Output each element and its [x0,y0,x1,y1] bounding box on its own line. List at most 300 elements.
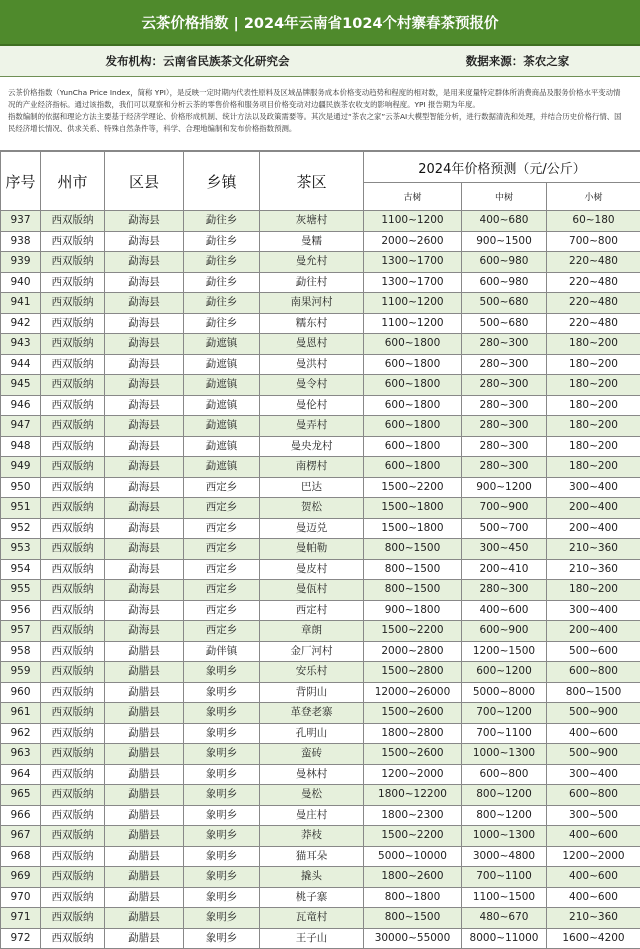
county-cell: 勐腊县 [105,744,184,765]
mid-tree-price-cell: 280~300 [462,334,547,355]
old-tree-price-cell: 600~1800 [364,416,462,437]
header-seq: 序号 [1,152,41,211]
prefecture-cell: 西双版纳 [41,703,105,724]
table-row [1,723,640,744]
county-cell: 勐腊县 [105,908,184,929]
town-cell: 象明乡 [184,805,260,826]
town-cell: 象明乡 [184,908,260,929]
prefecture-cell: 西双版纳 [41,744,105,765]
seq-cell: 964 [1,764,41,785]
source-label: 数据来源：茶农之家 [395,46,640,76]
old-tree-price-cell: 1500~2800 [364,662,462,683]
old-tree-price-cell: 2000~2600 [364,231,462,252]
seq-cell: 948 [1,436,41,457]
seq-cell: 941 [1,293,41,314]
county-cell: 勐海县 [105,395,184,416]
publisher-label: 发布机构：云南省民族茶文化研究会 [0,46,395,76]
small-tree-price-cell: 220~480 [547,293,640,314]
seq-cell: 947 [1,416,41,437]
area-cell: 曼林村 [260,764,364,785]
town-cell: 象明乡 [184,764,260,785]
town-cell: 勐遮镇 [184,334,260,355]
seq-cell: 943 [1,334,41,355]
county-cell: 勐腊县 [105,682,184,703]
seq-cell: 967 [1,826,41,847]
prefecture-cell: 西双版纳 [41,846,105,867]
small-tree-price-cell: 400~600 [547,723,640,744]
header-small-tree: 小树 [547,183,640,211]
prefecture-cell: 西双版纳 [41,293,105,314]
table-row [1,580,640,601]
town-cell: 西定乡 [184,539,260,560]
prefecture-cell: 西双版纳 [41,908,105,929]
prefecture-cell: 西双版纳 [41,723,105,744]
town-cell: 象明乡 [184,846,260,867]
seq-cell: 965 [1,785,41,806]
old-tree-price-cell: 1500~2600 [364,703,462,724]
mid-tree-price-cell: 200~410 [462,559,547,580]
county-cell: 勐腊县 [105,867,184,888]
county-cell: 勐海县 [105,293,184,314]
table-row [1,539,640,560]
town-cell: 勐往乡 [184,211,260,232]
county-cell: 勐腊县 [105,703,184,724]
seq-cell: 953 [1,539,41,560]
area-cell: 曼糯 [260,231,364,252]
seq-cell: 959 [1,662,41,683]
table-row [1,662,640,683]
table-row [1,313,640,334]
old-tree-price-cell: 1800~2600 [364,867,462,888]
town-cell: 西定乡 [184,600,260,621]
seq-cell: 939 [1,252,41,273]
area-cell: 撬头 [260,867,364,888]
mid-tree-price-cell: 600~980 [462,272,547,293]
town-cell: 象明乡 [184,928,260,949]
area-cell: 章朗 [260,621,364,642]
county-cell: 勐腊县 [105,662,184,683]
table-row [1,600,640,621]
prefecture-cell: 西双版纳 [41,518,105,539]
prefecture-cell: 西双版纳 [41,621,105,642]
seq-cell: 951 [1,498,41,519]
mid-tree-price-cell: 900~1200 [462,477,547,498]
mid-tree-price-cell: 700~900 [462,498,547,519]
town-cell: 勐往乡 [184,252,260,273]
area-cell: 西定村 [260,600,364,621]
seq-cell: 955 [1,580,41,601]
town-cell: 勐遮镇 [184,436,260,457]
old-tree-price-cell: 1500~2200 [364,621,462,642]
town-cell: 勐伴镇 [184,641,260,662]
small-tree-price-cell: 200~400 [547,621,640,642]
small-tree-price-cell: 300~500 [547,805,640,826]
small-tree-price-cell: 60~180 [547,211,640,232]
town-cell: 西定乡 [184,477,260,498]
table-row [1,375,640,396]
old-tree-price-cell: 1500~1800 [364,518,462,539]
seq-cell: 957 [1,621,41,642]
table-row [1,928,640,949]
table-row [1,621,640,642]
county-cell: 勐海县 [105,313,184,334]
old-tree-price-cell: 1300~1700 [364,272,462,293]
table-row [1,457,640,478]
seq-cell: 968 [1,846,41,867]
area-cell: 曼佤村 [260,580,364,601]
old-tree-price-cell: 1300~1700 [364,252,462,273]
town-cell: 勐遮镇 [184,416,260,437]
county-cell: 勐腊县 [105,723,184,744]
area-cell: 瓦竜村 [260,908,364,929]
table-row [1,641,640,662]
area-cell: 曼央龙村 [260,436,364,457]
town-cell: 象明乡 [184,887,260,908]
small-tree-price-cell: 200~400 [547,498,640,519]
town-cell: 勐遮镇 [184,395,260,416]
mid-tree-price-cell: 600~1200 [462,662,547,683]
table-row [1,416,640,437]
header-area: 茶区 [260,152,364,211]
town-cell: 勐往乡 [184,313,260,334]
small-tree-price-cell: 1200~2000 [547,846,640,867]
mid-tree-price-cell: 280~300 [462,354,547,375]
area-cell: 曼松 [260,785,364,806]
table-row [1,846,640,867]
header-old-tree: 古树 [364,183,462,211]
prefecture-cell: 西双版纳 [41,457,105,478]
area-cell: 曼伦村 [260,395,364,416]
seq-cell: 963 [1,744,41,765]
old-tree-price-cell: 1100~1200 [364,211,462,232]
mid-tree-price-cell: 1000~1300 [462,826,547,847]
county-cell: 勐海县 [105,559,184,580]
small-tree-price-cell: 210~360 [547,559,640,580]
old-tree-price-cell: 1800~2300 [364,805,462,826]
prefecture-cell: 西双版纳 [41,928,105,949]
table-row [1,887,640,908]
prefecture-cell: 西双版纳 [41,600,105,621]
area-cell: 糯东村 [260,313,364,334]
prefecture-cell: 西双版纳 [41,580,105,601]
table-row [1,272,640,293]
old-tree-price-cell: 30000~55000 [364,928,462,949]
county-cell: 勐海县 [105,436,184,457]
old-tree-price-cell: 1100~1200 [364,313,462,334]
area-cell: 金厂河村 [260,641,364,662]
old-tree-price-cell: 12000~26000 [364,682,462,703]
header-prefecture: 州市 [41,152,105,211]
county-cell: 勐腊县 [105,805,184,826]
mid-tree-price-cell: 600~900 [462,621,547,642]
old-tree-price-cell: 5000~10000 [364,846,462,867]
prefecture-cell: 西双版纳 [41,211,105,232]
table-row [1,354,640,375]
small-tree-price-cell: 500~900 [547,703,640,724]
seq-cell: 958 [1,641,41,662]
area-cell: 贺松 [260,498,364,519]
town-cell: 象明乡 [184,703,260,724]
old-tree-price-cell: 800~1500 [364,539,462,560]
seq-cell: 952 [1,518,41,539]
county-cell: 勐海县 [105,334,184,355]
mid-tree-price-cell: 700~1100 [462,723,547,744]
table-row [1,764,640,785]
old-tree-price-cell: 800~1500 [364,908,462,929]
small-tree-price-cell: 180~200 [547,395,640,416]
table-row [1,682,640,703]
seq-cell: 950 [1,477,41,498]
old-tree-price-cell: 1500~2200 [364,826,462,847]
table-row [1,498,640,519]
prefecture-cell: 西双版纳 [41,416,105,437]
header-town: 乡镇 [184,152,260,211]
area-cell: 安乐村 [260,662,364,683]
seq-cell: 969 [1,867,41,888]
area-cell: 王子山 [260,928,364,949]
old-tree-price-cell: 1500~1800 [364,498,462,519]
town-cell: 勐遮镇 [184,354,260,375]
table-row [1,477,640,498]
intro-paragraph-1: 云茶价格指数（YunCha Price Index，简称 YPI），是反映一定时期内代表性原料及区域品牌服务成本价格变动趋势和程度的相对数，是用来度量特定群体所消费商品及服务价格水平变动情况的产业经济指标。通过该指数，我们可以观察和分析云茶的零售价格和服务项目价格变动对边疆民族茶农收支的影响程度。YPI 报告期为年度。 [8,87,626,111]
town-cell: 象明乡 [184,867,260,888]
seq-cell: 937 [1,211,41,232]
prefecture-cell: 西双版纳 [41,662,105,683]
small-tree-price-cell: 180~200 [547,375,640,396]
mid-tree-price-cell: 600~980 [462,252,547,273]
table-row [1,395,640,416]
intro-paragraph-2: 指数编制的依据和理论方法主要基于经济学理论、价格形成机制、统计方法以及政策需要等。其次是通过“茶农之家”云茶AI大模型智能分析，进行数据清洗和处理，并结合历史价格行情、国民经济增长情况、供求关系、特殊自然条件等，科学、合理地编制和发布价格指数预测。 [8,111,626,135]
town-cell: 象明乡 [184,723,260,744]
mid-tree-price-cell: 280~300 [462,395,547,416]
town-cell: 象明乡 [184,826,260,847]
table-row [1,559,640,580]
small-tree-price-cell: 180~200 [547,436,640,457]
mid-tree-price-cell: 480~670 [462,908,547,929]
old-tree-price-cell: 1500~2200 [364,477,462,498]
small-tree-price-cell: 600~800 [547,785,640,806]
area-cell: 曼弄村 [260,416,364,437]
town-cell: 西定乡 [184,498,260,519]
town-cell: 西定乡 [184,621,260,642]
mid-tree-price-cell: 500~680 [462,293,547,314]
seq-cell: 970 [1,887,41,908]
mid-tree-price-cell: 1200~1500 [462,641,547,662]
area-cell: 灰塘村 [260,211,364,232]
mid-tree-price-cell: 280~300 [462,580,547,601]
area-cell: 巴达 [260,477,364,498]
county-cell: 勐海县 [105,231,184,252]
small-tree-price-cell: 200~400 [547,518,640,539]
county-cell: 勐腊县 [105,785,184,806]
county-cell: 勐海县 [105,621,184,642]
seq-cell: 954 [1,559,41,580]
small-tree-price-cell: 300~400 [547,477,640,498]
small-tree-price-cell: 800~1500 [547,682,640,703]
old-tree-price-cell: 800~1500 [364,559,462,580]
county-cell: 勐腊县 [105,887,184,908]
county-cell: 勐海县 [105,416,184,437]
table-row [1,785,640,806]
town-cell: 象明乡 [184,662,260,683]
county-cell: 勐腊县 [105,764,184,785]
small-tree-price-cell: 1600~4200 [547,928,640,949]
table-row [1,334,640,355]
old-tree-price-cell: 800~1500 [364,580,462,601]
small-tree-price-cell: 210~360 [547,908,640,929]
seq-cell: 962 [1,723,41,744]
old-tree-price-cell: 600~1800 [364,436,462,457]
town-cell: 象明乡 [184,744,260,765]
seq-cell: 971 [1,908,41,929]
county-cell: 勐腊县 [105,846,184,867]
mid-tree-price-cell: 800~1200 [462,785,547,806]
prefecture-cell: 西双版纳 [41,559,105,580]
old-tree-price-cell: 1800~12200 [364,785,462,806]
mid-tree-price-cell: 600~800 [462,764,547,785]
header-forecast: 2024年价格预测（元/公斤） [364,152,640,183]
table-row [1,908,640,929]
mid-tree-price-cell: 500~680 [462,313,547,334]
area-cell: 猫耳朵 [260,846,364,867]
old-tree-price-cell: 600~1800 [364,457,462,478]
prefecture-cell: 西双版纳 [41,354,105,375]
old-tree-price-cell: 2000~2800 [364,641,462,662]
old-tree-price-cell: 900~1800 [364,600,462,621]
seq-cell: 946 [1,395,41,416]
area-cell: 南果河村 [260,293,364,314]
mid-tree-price-cell: 900~1500 [462,231,547,252]
old-tree-price-cell: 600~1800 [364,395,462,416]
seq-cell: 949 [1,457,41,478]
mid-tree-price-cell: 280~300 [462,375,547,396]
prefecture-cell: 西双版纳 [41,887,105,908]
seq-cell: 961 [1,703,41,724]
seq-cell: 956 [1,600,41,621]
prefecture-cell: 西双版纳 [41,252,105,273]
town-cell: 勐往乡 [184,272,260,293]
prefecture-cell: 西双版纳 [41,395,105,416]
county-cell: 勐海县 [105,272,184,293]
table-header [1,152,640,211]
prefecture-cell: 西双版纳 [41,785,105,806]
prefecture-cell: 西双版纳 [41,231,105,252]
mid-tree-price-cell: 3000~4800 [462,846,547,867]
mid-tree-price-cell: 280~300 [462,416,547,437]
small-tree-price-cell: 220~480 [547,313,640,334]
small-tree-price-cell: 700~800 [547,231,640,252]
county-cell: 勐海县 [105,252,184,273]
small-tree-price-cell: 300~400 [547,764,640,785]
seq-cell: 938 [1,231,41,252]
page-title: 云茶价格指数 | 2024年云南省1024个村寨春茶预报价 [0,0,640,46]
prefecture-cell: 西双版纳 [41,826,105,847]
seq-cell: 966 [1,805,41,826]
small-tree-price-cell: 180~200 [547,416,640,437]
mid-tree-price-cell: 280~300 [462,457,547,478]
prefecture-cell: 西双版纳 [41,867,105,888]
county-cell: 勐腊县 [105,641,184,662]
small-tree-price-cell: 400~600 [547,887,640,908]
town-cell: 勐往乡 [184,231,260,252]
prefecture-cell: 西双版纳 [41,477,105,498]
area-cell: 曼洪村 [260,354,364,375]
area-cell: 南楞村 [260,457,364,478]
small-tree-price-cell: 220~480 [547,252,640,273]
town-cell: 西定乡 [184,580,260,601]
area-cell: 背阴山 [260,682,364,703]
area-cell: 曼令村 [260,375,364,396]
small-tree-price-cell: 220~480 [547,272,640,293]
mid-tree-price-cell: 500~700 [462,518,547,539]
seq-cell: 960 [1,682,41,703]
table-row [1,252,640,273]
mid-tree-price-cell: 800~1200 [462,805,547,826]
table-row [1,703,640,724]
table-row [1,518,640,539]
table-row [1,211,640,232]
intro-text [0,77,640,151]
prefecture-cell: 西双版纳 [41,334,105,355]
mid-tree-price-cell: 400~600 [462,600,547,621]
town-cell: 象明乡 [184,785,260,806]
town-cell: 西定乡 [184,559,260,580]
table-row [1,826,640,847]
town-cell: 勐遮镇 [184,457,260,478]
old-tree-price-cell: 600~1800 [364,354,462,375]
county-cell: 勐海县 [105,518,184,539]
old-tree-price-cell: 1100~1200 [364,293,462,314]
area-cell: 桃子寨 [260,887,364,908]
town-cell: 勐往乡 [184,293,260,314]
old-tree-price-cell: 1800~2800 [364,723,462,744]
county-cell: 勐海县 [105,580,184,601]
mid-tree-price-cell: 400~680 [462,211,547,232]
small-tree-price-cell: 500~900 [547,744,640,765]
county-cell: 勐海县 [105,354,184,375]
prefecture-cell: 西双版纳 [41,764,105,785]
prefecture-cell: 西双版纳 [41,641,105,662]
small-tree-price-cell: 400~600 [547,867,640,888]
small-tree-price-cell: 180~200 [547,580,640,601]
table-row [1,867,640,888]
area-cell: 曼庄村 [260,805,364,826]
town-cell: 西定乡 [184,518,260,539]
mid-tree-price-cell: 1000~1300 [462,744,547,765]
header-county: 区县 [105,152,184,211]
seq-cell: 945 [1,375,41,396]
table-body [1,211,640,949]
old-tree-price-cell: 600~1800 [364,375,462,396]
area-cell: 曼迈兑 [260,518,364,539]
small-tree-price-cell: 300~400 [547,600,640,621]
county-cell: 勐海县 [105,498,184,519]
old-tree-price-cell: 800~1800 [364,887,462,908]
small-tree-price-cell: 500~600 [547,641,640,662]
prefecture-cell: 西双版纳 [41,375,105,396]
small-tree-price-cell: 180~200 [547,457,640,478]
county-cell: 勐海县 [105,375,184,396]
area-cell: 革登老寨 [260,703,364,724]
town-cell: 象明乡 [184,682,260,703]
county-cell: 勐海县 [105,211,184,232]
old-tree-price-cell: 600~1800 [364,334,462,355]
table-row [1,293,640,314]
area-cell: 曼皮村 [260,559,364,580]
area-cell: 莽枝 [260,826,364,847]
header-mid-tree: 中树 [462,183,547,211]
prefecture-cell: 西双版纳 [41,313,105,334]
